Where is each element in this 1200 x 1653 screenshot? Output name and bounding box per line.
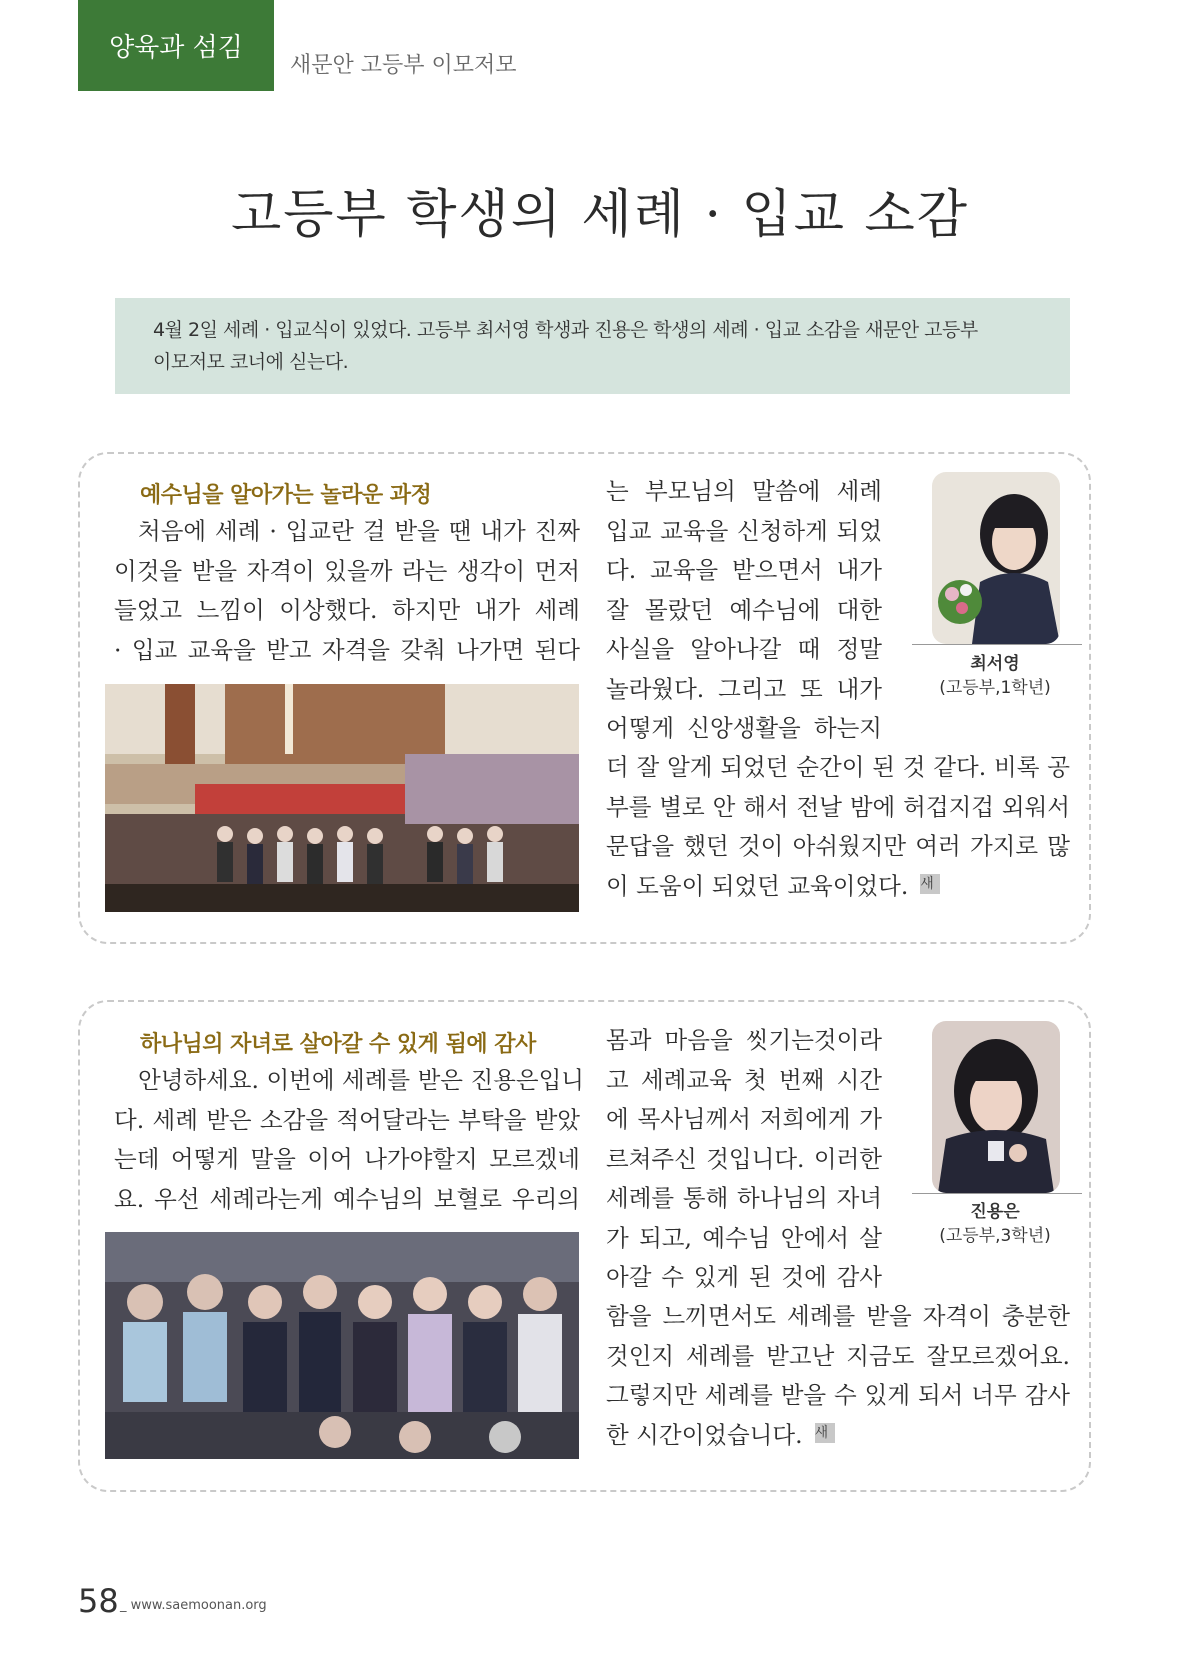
person-role: (고등부,3학년): [939, 1226, 1051, 1246]
church-ceremony-illustration: [105, 684, 579, 912]
oath-ceremony-photo: [105, 1232, 579, 1459]
text-line: 는데 어떻게 말을 이어 나가야할지 모르겠네: [114, 1145, 580, 1173]
text-line: 놀라웠다. 그리고 또 내가: [606, 674, 882, 703]
oath-ceremony-illustration: [105, 1232, 579, 1459]
person-role: (고등부,1학년): [939, 678, 1051, 698]
person-caption: [915, 652, 1075, 700]
portrait-illustration: [932, 472, 1060, 644]
text-line: 고 세례교육 첫 번째 시간: [606, 1065, 882, 1094]
text-line: 가 되고, 예수님 안에서 살: [606, 1223, 882, 1252]
text-line: · 입교 교육을 받고 자격을 갖춰 나가면 된다: [114, 635, 580, 664]
page-number: 58: [78, 1582, 119, 1620]
church-ceremony-photo: [105, 684, 579, 912]
article-1-wide-text: [606, 748, 1070, 906]
lead-line: 이모저모 코너에 싣는다.: [153, 351, 349, 373]
text-line: 르쳐주신 것입니다. 이러한: [606, 1144, 882, 1173]
section-tab: 양육과 섬김: [78, 0, 274, 91]
article-1-right-text: [606, 472, 882, 749]
section-subtitle: 새문안 고등부 이모저모: [290, 53, 517, 78]
page-title: 고등부 학생의 세례 · 입교 소감: [231, 185, 969, 245]
text-line: 이것을 받을 자격이 있을까 라는 생각이 먼저: [114, 556, 580, 585]
text-line: 사실을 알아나갈 때 정말: [606, 635, 882, 663]
person-name: 진용은: [970, 1202, 1020, 1222]
portrait-illustration: [932, 1021, 1060, 1193]
student-portrait-photo: [932, 1021, 1060, 1193]
text-line: 들었고 느낌이 이상했다. 하지만 내가 세례: [114, 596, 580, 624]
article-2-heading: 하나님의 자녀로 살아갈 수 있게 됨에 감사: [140, 1032, 536, 1057]
text-line: [606, 1416, 1070, 1456]
text-line-content: 이 도움이 되었던 교육이었다.: [606, 871, 909, 900]
end-mark-icon: 새: [815, 1423, 835, 1443]
text-line: 문답을 했던 것이 아쉬웠지만 여러 가지로 많: [606, 832, 1070, 860]
text-line: 안녕하세요. 이번에 세례를 받은 진용은입니: [138, 1066, 584, 1094]
site-url: _ www.saemoonan.org: [120, 1598, 267, 1613]
text-line: 입교 교육을 신청하게 되었: [606, 516, 882, 545]
article-2-wide-text: [606, 1297, 1070, 1455]
article-2-left-text: [114, 1061, 584, 1219]
text-line: 것인지 세례를 받고난 지금도 잘모르겠어요.: [606, 1341, 1070, 1370]
end-mark-icon: 새: [920, 874, 940, 894]
text-line-content: 한 시간이었습니다.: [606, 1420, 803, 1449]
text-line: 는 부모님의 말씀에 세례: [606, 477, 882, 505]
article-1-left-text: [114, 512, 580, 670]
text-line: 몸과 마음을 씻기는것이라: [606, 1026, 882, 1054]
text-line: 아갈 수 있게 된 것에 감사: [606, 1263, 882, 1291]
text-line: 어떻게 신앙생활을 하는지: [606, 714, 882, 742]
text-line: 더 잘 알게 되었던 순간이 된 것 같다. 비록 공: [606, 753, 1070, 781]
lead-box: [115, 298, 1070, 394]
caption-rule: [912, 644, 1082, 645]
text-line: 다. 세례 받은 소감을 적어달라는 부탁을 받았: [114, 1105, 580, 1134]
text-line: 부를 별로 안 해서 전날 밤에 허겁지겁 외워서: [606, 792, 1070, 821]
article-1-heading: 예수님을 알아가는 놀라운 과정: [140, 483, 432, 508]
person-name: 최서영: [970, 654, 1020, 674]
text-line: 에 목사님께서 저희에게 가: [606, 1105, 882, 1133]
article-2-right-text: [606, 1021, 882, 1298]
student-portrait-photo: [932, 472, 1060, 644]
text-line: 요. 우선 세례라는게 예수님의 보혈로 우리의: [114, 1184, 580, 1213]
text-line: [606, 867, 1070, 907]
text-line: 처음에 세례 · 입교란 걸 받을 땐 내가 진짜: [138, 517, 580, 545]
caption-rule: [912, 1193, 1082, 1194]
person-caption: [915, 1200, 1075, 1248]
text-line: 잘 몰랐던 예수님에 대한: [606, 595, 882, 624]
lead-line: 4월 2일 세례 · 입교식이 있었다. 고등부 최서영 학생과 진용은 학생의 세례 · 입교 소감을 새문안 고등부: [153, 319, 978, 341]
text-line: 함을 느끼면서도 세례를 받을 자격이 충분한: [606, 1302, 1070, 1330]
text-line: 다. 교육을 받으면서 내가: [606, 556, 882, 584]
text-line: 세례를 통해 하나님의 자녀: [606, 1184, 882, 1212]
text-line: 그렇지만 세례를 받을 수 있게 되서 너무 감사: [606, 1381, 1070, 1409]
